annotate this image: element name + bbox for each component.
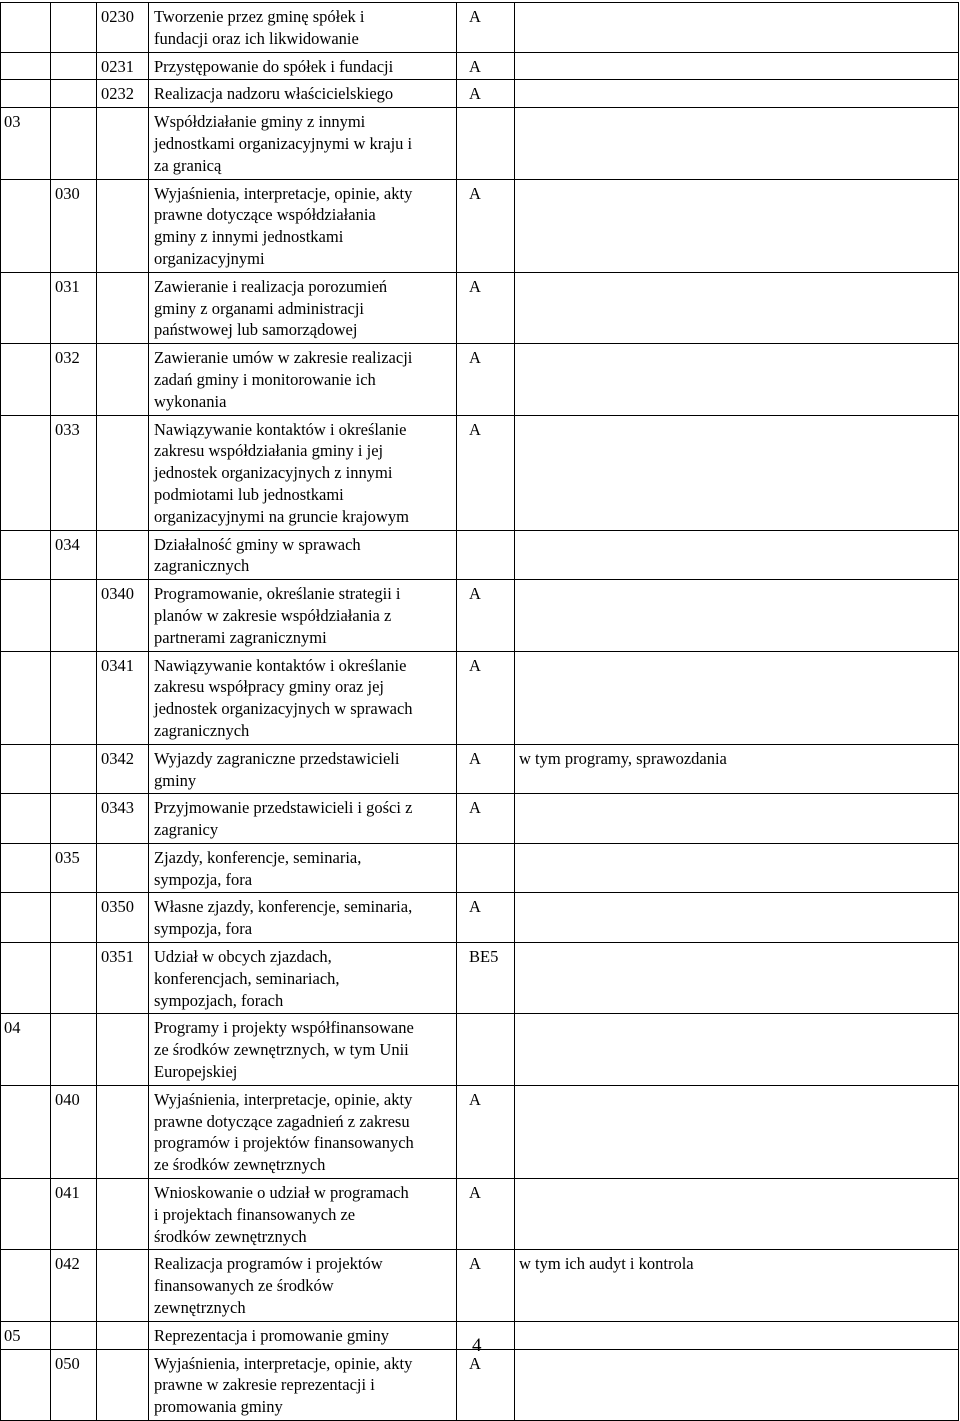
- archive-category-cell: A: [457, 3, 515, 53]
- table-row: [1, 1179, 959, 1250]
- archive-category-cell: A: [457, 80, 515, 108]
- archive-category-cell: A: [457, 415, 515, 530]
- group-code-cell: [1, 651, 51, 744]
- archive-category-cell: A: [457, 580, 515, 651]
- archive-category-cell: A: [457, 794, 515, 844]
- description-cell: Zjazdy, konferencje, seminaria, sympozja, fora: [149, 843, 457, 893]
- group-code-cell: [1, 344, 51, 415]
- group-code-cell: [1, 1250, 51, 1321]
- remarks-cell: [515, 530, 959, 580]
- group-code-cell: [1, 1349, 51, 1420]
- remarks-cell: [515, 1085, 959, 1178]
- class-code-cell: [51, 3, 97, 53]
- subclass-code-cell: [97, 344, 149, 415]
- group-code-cell: [1, 415, 51, 530]
- remarks-cell: [515, 272, 959, 343]
- subclass-code-cell: 0230: [97, 3, 149, 53]
- subclass-code-cell: [97, 1179, 149, 1250]
- description-cell: Tworzenie przez gminę spółek i fundacji oraz ich likwidowanie: [149, 3, 457, 53]
- group-code-cell: [1, 179, 51, 272]
- group-code-cell: [1, 3, 51, 53]
- table-row: [1, 52, 959, 80]
- group-code-cell: [1, 530, 51, 580]
- group-code-cell: [1, 1085, 51, 1178]
- class-code-cell: [51, 580, 97, 651]
- description-cell: Wyjazdy zagraniczne przedstawicieli gminy: [149, 744, 457, 794]
- subclass-code-cell: 0232: [97, 80, 149, 108]
- remarks-cell: [515, 52, 959, 80]
- subclass-code-cell: 0340: [97, 580, 149, 651]
- table-row: [1, 580, 959, 651]
- table-row: [1, 1250, 959, 1321]
- description-cell: Własne zjazdy, konferencje, seminaria, sympozja, fora: [149, 893, 457, 943]
- class-code-cell: [51, 794, 97, 844]
- class-code-cell: 032: [51, 344, 97, 415]
- description-cell: Realizacja nadzoru właścicielskiego: [149, 80, 457, 108]
- table-row: [1, 651, 959, 744]
- archive-category-cell: BE5: [457, 943, 515, 1014]
- archive-category-cell: A: [457, 651, 515, 744]
- subclass-code-cell: [97, 179, 149, 272]
- table-row: [1, 415, 959, 530]
- remarks-cell: [515, 943, 959, 1014]
- class-code-cell: 035: [51, 843, 97, 893]
- description-cell: Realizacja programów i projektów finansowanych ze środków zewnętrznych: [149, 1250, 457, 1321]
- remarks-cell: [515, 3, 959, 53]
- remarks-cell: [515, 179, 959, 272]
- subclass-code-cell: 0343: [97, 794, 149, 844]
- subclass-code-cell: 0351: [97, 943, 149, 1014]
- group-code-cell: [1, 1179, 51, 1250]
- description-cell: Wyjaśnienia, interpretacje, opinie, akty prawne dotyczące zagadnień z zakresu programów i projektów finansowanych ze środków zewnętrznych: [149, 1085, 457, 1178]
- description-cell: Programowanie, określanie strategii i planów w zakresie współdziałania z partnerami zagranicznymi: [149, 580, 457, 651]
- description-cell: Zawieranie umów w zakresie realizacji zadań gminy i monitorowanie ich wykonania: [149, 344, 457, 415]
- description-cell: Współdziałanie gminy z innymi jednostkami organizacyjnymi w kraju i za granicą: [149, 108, 457, 179]
- class-code-cell: 050: [51, 1349, 97, 1420]
- table-row: [1, 794, 959, 844]
- class-code-cell: [51, 108, 97, 179]
- class-code-cell: 031: [51, 272, 97, 343]
- subclass-code-cell: [97, 843, 149, 893]
- table-row: [1, 272, 959, 343]
- archive-category-cell: A: [457, 344, 515, 415]
- description-cell: Wnioskowanie o udział w programach i projektach finansowanych ze środków zewnętrznych: [149, 1179, 457, 1250]
- archive-category-cell: [457, 530, 515, 580]
- class-code-cell: 040: [51, 1085, 97, 1178]
- class-code-cell: [51, 651, 97, 744]
- subclass-code-cell: [97, 1014, 149, 1085]
- archive-category-cell: A: [457, 272, 515, 343]
- table-row: [1, 530, 959, 580]
- archive-category-cell: [457, 108, 515, 179]
- group-code-cell: [1, 272, 51, 343]
- description-cell: Reprezentacja i promowanie gminy: [149, 1321, 457, 1349]
- class-code-cell: [51, 1321, 97, 1349]
- remarks-cell: w tym ich audyt i kontrola: [515, 1250, 959, 1321]
- table-row: [1, 3, 959, 53]
- remarks-cell: [515, 108, 959, 179]
- table-row: [1, 943, 959, 1014]
- archive-category-cell: A: [457, 1085, 515, 1178]
- group-code-cell: [1, 744, 51, 794]
- table-row: [1, 843, 959, 893]
- subclass-code-cell: [97, 1085, 149, 1178]
- remarks-cell: [515, 344, 959, 415]
- table-row: [1, 893, 959, 943]
- remarks-cell: [515, 1179, 959, 1250]
- remarks-cell: w tym programy, sprawozdania: [515, 744, 959, 794]
- subclass-code-cell: 0350: [97, 893, 149, 943]
- group-code-cell: [1, 893, 51, 943]
- subclass-code-cell: 0231: [97, 52, 149, 80]
- class-code-cell: 041: [51, 1179, 97, 1250]
- remarks-cell: [515, 651, 959, 744]
- group-code-cell: [1, 843, 51, 893]
- subclass-code-cell: [97, 272, 149, 343]
- description-cell: Udział w obcych zjazdach, konferencjach, seminariach, sympozjach, forach: [149, 943, 457, 1014]
- subclass-code-cell: [97, 108, 149, 179]
- remarks-cell: [515, 1321, 959, 1349]
- description-cell: Programy i projekty współfinansowane ze środków zewnętrznych, w tym Unii Europejskiej: [149, 1014, 457, 1085]
- class-code-cell: [51, 893, 97, 943]
- table-row: [1, 1085, 959, 1178]
- subclass-code-cell: 0342: [97, 744, 149, 794]
- archive-category-cell: [457, 1014, 515, 1085]
- description-cell: Nawiązywanie kontaktów i określanie zakresu współdziałania gminy i jej jednostek organizacyjnych z innymi podmiotami lub jednostkami organizacyjnymi na gruncie krajowym: [149, 415, 457, 530]
- table-row: [1, 1349, 959, 1420]
- description-cell: Przyjmowanie przedstawicieli i gości z zagranicy: [149, 794, 457, 844]
- description-cell: Wyjaśnienia, interpretacje, opinie, akty prawne dotyczące współdziałania gminy z innymi jednostkami organizacyjnymi: [149, 179, 457, 272]
- subclass-code-cell: [97, 1321, 149, 1349]
- archive-category-cell: [457, 1321, 515, 1349]
- archive-category-cell: A: [457, 52, 515, 80]
- group-code-cell: [1, 80, 51, 108]
- group-code-cell: [1, 52, 51, 80]
- class-code-cell: [51, 52, 97, 80]
- subclass-code-cell: [97, 1250, 149, 1321]
- description-cell: Zawieranie i realizacja porozumień gminy z organami administracji państwowej lub samorządowej: [149, 272, 457, 343]
- table-row: [1, 1014, 959, 1085]
- subclass-code-cell: [97, 1349, 149, 1420]
- remarks-cell: [515, 893, 959, 943]
- remarks-cell: [515, 1014, 959, 1085]
- archive-category-cell: A: [457, 1349, 515, 1420]
- remarks-cell: [515, 580, 959, 651]
- group-code-cell: 03: [1, 108, 51, 179]
- description-cell: Działalność gminy w sprawach zagranicznych: [149, 530, 457, 580]
- subclass-code-cell: [97, 530, 149, 580]
- class-code-cell: 033: [51, 415, 97, 530]
- table-row: [1, 744, 959, 794]
- table-row: [1, 108, 959, 179]
- archive-category-cell: A: [457, 1250, 515, 1321]
- subclass-code-cell: 0341: [97, 651, 149, 744]
- remarks-cell: [515, 794, 959, 844]
- table-body: [1, 3, 959, 1421]
- archive-category-cell: [457, 843, 515, 893]
- archive-category-cell: A: [457, 1179, 515, 1250]
- class-code-cell: [51, 80, 97, 108]
- archive-category-cell: A: [457, 893, 515, 943]
- page-number: 4: [472, 1335, 482, 1356]
- remarks-cell: [515, 415, 959, 530]
- class-code-cell: [51, 1014, 97, 1085]
- table-row: [1, 344, 959, 415]
- group-code-cell: [1, 794, 51, 844]
- class-code-cell: 030: [51, 179, 97, 272]
- group-code-cell: [1, 943, 51, 1014]
- group-code-cell: 04: [1, 1014, 51, 1085]
- remarks-cell: [515, 1349, 959, 1420]
- table-row: [1, 179, 959, 272]
- group-code-cell: 05: [1, 1321, 51, 1349]
- class-code-cell: 042: [51, 1250, 97, 1321]
- description-cell: Wyjaśnienia, interpretacje, opinie, akty prawne w zakresie reprezentacji i promowania gminy: [149, 1349, 457, 1420]
- archive-category-cell: A: [457, 744, 515, 794]
- remarks-cell: [515, 80, 959, 108]
- description-cell: Nawiązywanie kontaktów i określanie zakresu współpracy gminy oraz jej jednostek organizacyjnych w sprawach zagranicznych: [149, 651, 457, 744]
- remarks-cell: [515, 843, 959, 893]
- class-code-cell: 034: [51, 530, 97, 580]
- table-row: [1, 80, 959, 108]
- description-cell: Przystępowanie do spółek i fundacji: [149, 52, 457, 80]
- records-classification-table: [0, 2, 959, 1421]
- class-code-cell: [51, 744, 97, 794]
- archive-category-cell: A: [457, 179, 515, 272]
- class-code-cell: [51, 943, 97, 1014]
- subclass-code-cell: [97, 415, 149, 530]
- group-code-cell: [1, 580, 51, 651]
